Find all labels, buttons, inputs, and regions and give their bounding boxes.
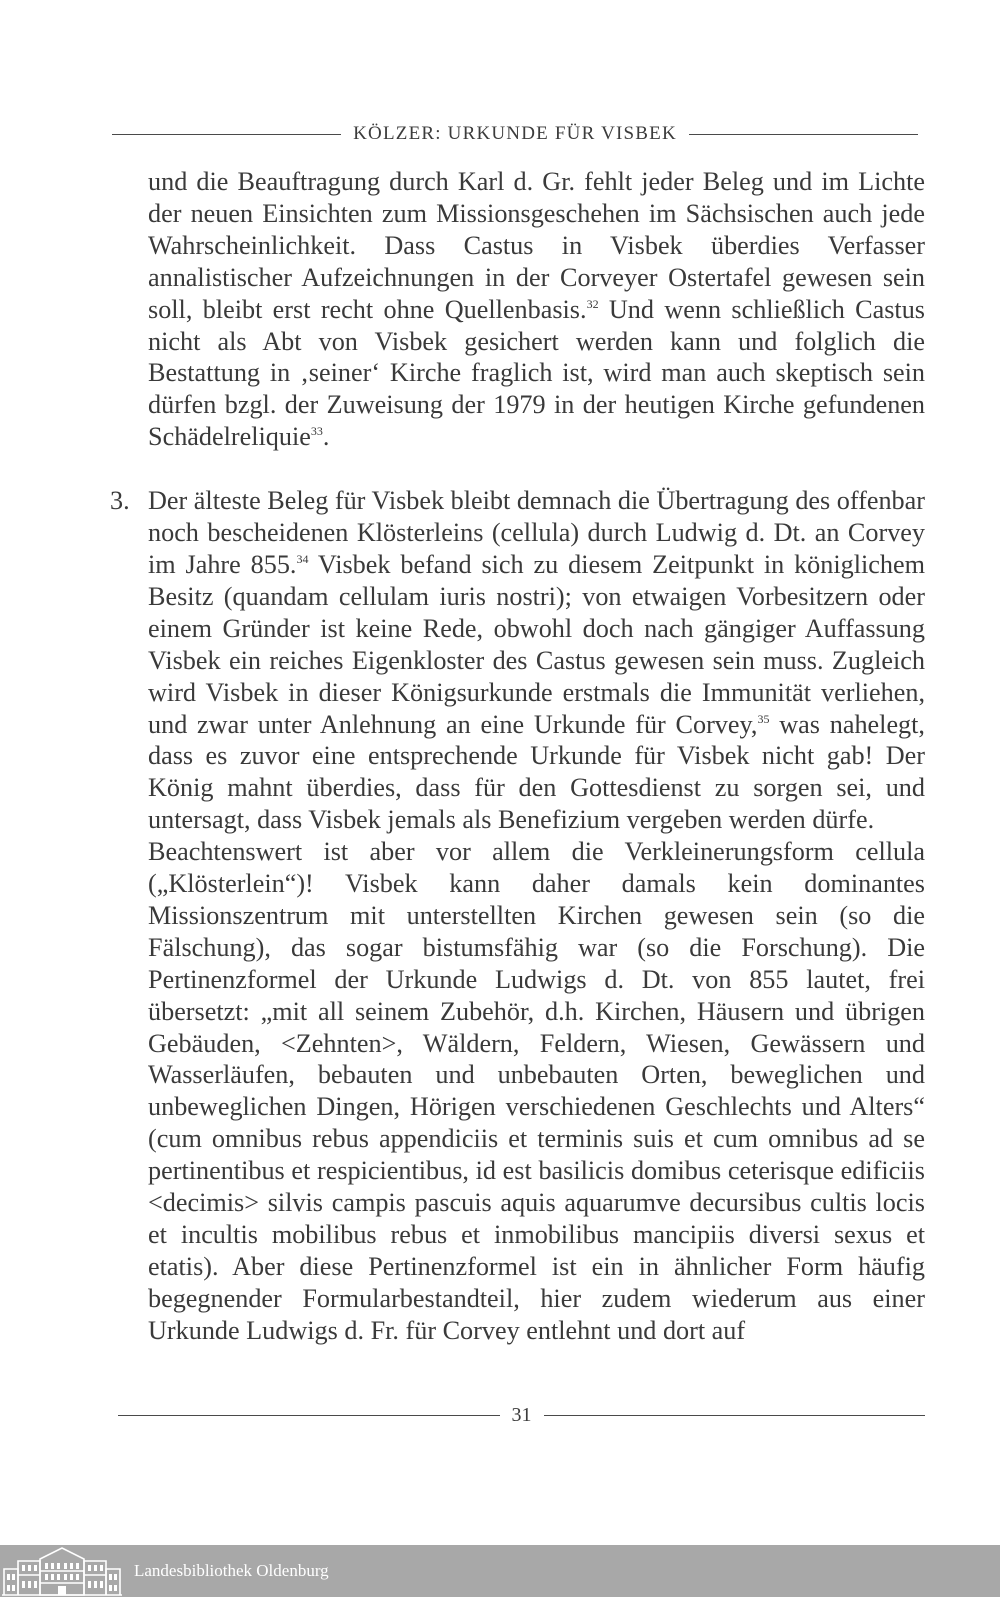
running-title: KÖLZER: URKUNDE FÜR VISBEK bbox=[353, 123, 677, 144]
footnote-ref-34: 34 bbox=[296, 551, 309, 566]
header-rule-right bbox=[689, 134, 918, 135]
paragraph-3: Beachtenswert ist aber vor allem die Verkleinerungsform cellula („Klösterlein“)! Visbek kann daher damals kein dominantes Missionszentrum mit unterstellten Kirchen gewesen sein (so die Fälschung), das sogar bistumsfähig war (so die Forschung). Die Pertinenzformel der Urkunde Ludwigs d. Dt. von 855 lautet, frei übersetzt: „mit all seinem Zubehör, d.h. Kirchen, Häusern und übrigen Gebäuden, <Zehnten>, Wäldern, Feldern, Wiesen, Gewässern und Wasserläufen, bebauten und unbebauten Orten, beweglichen und unbeweglichen Dingen, Hörigen verschiedenen Geschlechts und Alters“ (cum omnibus rebus appendiciis et terminis suis et cum omnibus ad se pertinentibus et respicientibus, id est basilicis domibus ceterisque edificiis <decimis> silvis campis pascuis aquis aquarumve decursibus cultis locis et incultis mobilibus rebus et inmobilibus mancipiis diversi sexus et etatis). Aber diese Pertinenzformel ist ein in ähnlicher Form häufig begegnender Formularbestandteil, hier zudem wiederum aus einer Urkunde Ludwigs d. Fr. für Corvey entlehnt und dort auf bbox=[148, 837, 925, 1345]
running-head bbox=[112, 120, 918, 148]
library-banner bbox=[0, 1545, 1000, 1597]
header-rule-left bbox=[112, 134, 341, 135]
library-building-icon bbox=[0, 1545, 124, 1597]
footnote-ref-35: 35 bbox=[757, 711, 770, 726]
paragraph-1-text-a: und die Beauftragung durch Karl d. Gr. fehlt jeder Beleg und im Lichte der neuen Einsichten zum Missionsgeschehen im Sächsischen auch jede Wahrscheinlichkeit. Dass Castus in Visbek überdies Verfasser annalistischer Aufzeichnungen in der Corveyer Ostertafel gewesen sein soll, bleibt erst recht ohne Quellenbasis. bbox=[148, 167, 925, 324]
item-3-text-a: Der älteste Beleg für Visbek bleibt demnach die Übertragung des offenbar noch bescheidenen Klösterleins (cellula) durch Ludwig d. Dt. an Corvey im Jahre 855. bbox=[148, 486, 925, 579]
paragraph-1-text-b: Und wenn schließlich Castus nicht als Abt von Visbek gesichert werden kann und folglich die Bestattung in ‚seiner‘ Kirche fraglich ist, wird man auch skeptisch sein dürfen bzgl. der Zuweisung der 1979 in der heutigen Kirche gefundenen Schädelreliquie bbox=[148, 294, 925, 452]
body-text bbox=[110, 166, 925, 1347]
footer-rule-left bbox=[118, 1415, 500, 1416]
item-3-text-b: Visbek befand sich zu diesem Zeitpunkt in königlichem Besitz (quandam cellulam iuris nostri); von etwaigen Vorbesitzern oder einem Gründer ist keine Rede, obwohl doch nach gängiger Auffassung Visbek ein reiches Eigenkloster des Castus gewesen sein muss. Zugleich wird Visbek in dieser Königsurkunde erstmals die Immunität verliehen, und zwar unter Anlehnung an eine Urkunde für Corvey, bbox=[148, 549, 925, 739]
paragraph-1 bbox=[148, 166, 925, 453]
page-footer bbox=[118, 1402, 925, 1428]
footer-rule-right bbox=[544, 1415, 926, 1416]
numbered-item-3 bbox=[110, 485, 925, 836]
item-number: 3. bbox=[110, 486, 130, 516]
page-number: 31 bbox=[511, 1403, 532, 1426]
footnote-ref-32: 32 bbox=[586, 296, 599, 311]
library-name: Landesbibliothek Oldenburg bbox=[134, 1561, 329, 1580]
paragraph-1-text-c: . bbox=[322, 422, 330, 452]
item-3-text-c: was nahelegt, dass es zuvor eine entsprechende Urkunde für Visbek nicht gab! Der König mahnt überdies, dass für den Gottesdienst zu sorgen sei, und untersagt, dass Visbek jemals als Benefizium vergeben werden dürfe. bbox=[148, 709, 925, 835]
paragraph-gap bbox=[148, 453, 925, 485]
footnote-ref-33: 33 bbox=[310, 424, 323, 439]
